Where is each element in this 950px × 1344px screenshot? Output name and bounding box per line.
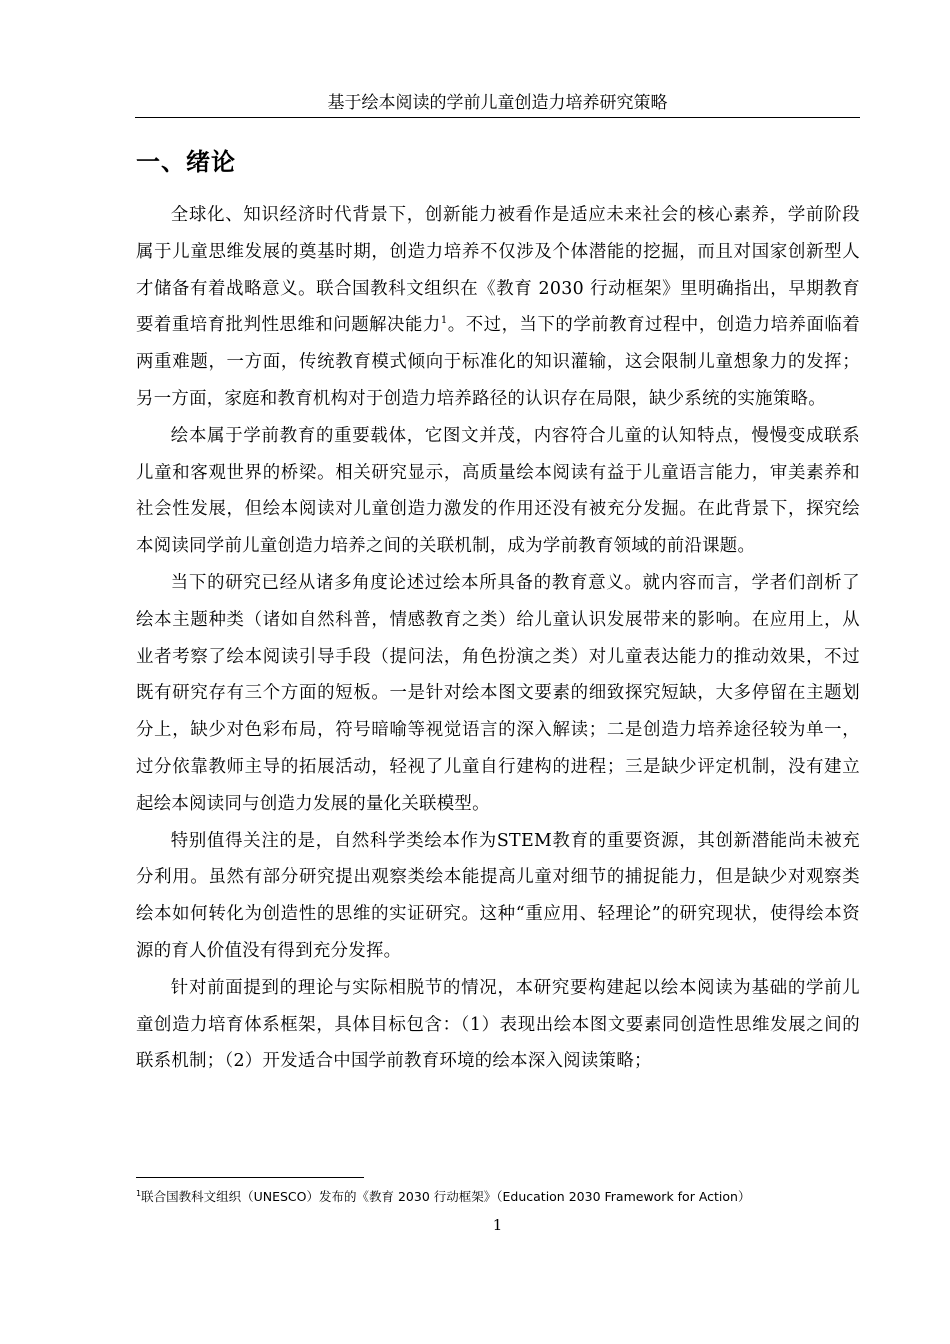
page-number: 1 (492, 1216, 503, 1234)
paragraph-3: 当下的研究已经从诸多角度论述过绘本所具备的教育意义。就内容而言，学者们剖析了绘本主题种类（诸如自然科普，情感教育之类）给儿童认识发展带来的影响。在应用上，从业者考察了绘本阅读引导手段（提问法，角色扮演之类）对儿童表达能力的推动效果，不过既有研究存有三个方面的短板。一是针对绘本图文要素的细致探究短缺，大多停留在主题划分上，缺少对色彩布局，符号暗喻等视觉语言的深入解读；二是创造力培养途径较为单一，过分依靠教师主导的拓展活动，轻视了儿童自行建构的进程；三是缺少评定机制，没有建立起绘本阅读同与创造力发展的量化关联模型。 (136, 572, 860, 814)
body-text (136, 197, 860, 1080)
paragraph-4: 特别值得关注的是，自然科学类绘本作为STEM教育的重要资源，其创新潜能尚未被充分利用。虽然有部分研究提出观察类绘本能提高儿童对细节的捕捉能力，但是缺少对观察类绘本如何转化为创造性的思维的实证研究。这种“重应用、轻理论”的研究现状，使得绘本资源的育人价值没有得到充分发挥。 (136, 830, 860, 961)
header-rule (135, 117, 860, 118)
paragraph-5: 针对前面提到的理论与实际相脱节的情况，本研究要构建起以绘本阅读为基础的学前儿童创造力培育体系框架，具体目标包含：（1）表现出绘本图文要素同创造性思维发展之间的联系机制；（2）开发适合中国学前教育环境的绘本深入阅读策略； (136, 977, 860, 1072)
paragraph-1 (136, 197, 860, 418)
running-header-title: 基于绘本阅读的学前儿童创造力培养研究策略 (327, 93, 668, 113)
section-heading: 一、绪论 (136, 148, 236, 176)
paragraph-1-text-after: 。不过，当下的学前教育过程中，创造力培养面临着两重难题，一方面，传统教育模式倾向于标准化的知识灌输，这会限制儿童想象力的发挥；另一方面，家庭和教育机构对于创造力培养路径的认识存在局限，缺少系统的实施策略。 (136, 315, 861, 409)
footnote-text: 联合国教科文组织（UNESCO）发布的《教育 2030 行动框架》（Education 2030 Framework for Action） (141, 1189, 751, 1204)
footnote-reference[interactable]: 1 (440, 315, 448, 327)
footnote-mark: 1 (136, 1189, 142, 1198)
footnote-separator (136, 1177, 364, 1178)
footnote (136, 1188, 750, 1206)
paragraph-2: 绘本属于学前教育的重要载体，它图文并茂，内容符合儿童的认知特点，慢慢变成联系儿童和客观世界的桥梁。相关研究显示，高质量绘本阅读有益于儿童语言能力，审美素养和社会性发展，但绘本阅读对儿童创造力激发的作用还没有被充分发掘。在此背景下，探究绘本阅读同学前儿童创造力培养之间的关联机制，成为学前教育领域的前沿课题。 (136, 425, 860, 557)
paragraph-1-text-before: 全球化、知识经济时代背景下，创新能力被看作是适应未来社会的核心素养，学前阶段属于儿童思维发展的奠基时期，创造力培养不仅涉及个体潜能的挖掘，而且对国家创新型人才储备有着战略意义。联合国教科文组织在《教育 2030 行动框架》里明确指出，早期教育要着重培育批判性思维和问题解决能力 (136, 205, 860, 336)
